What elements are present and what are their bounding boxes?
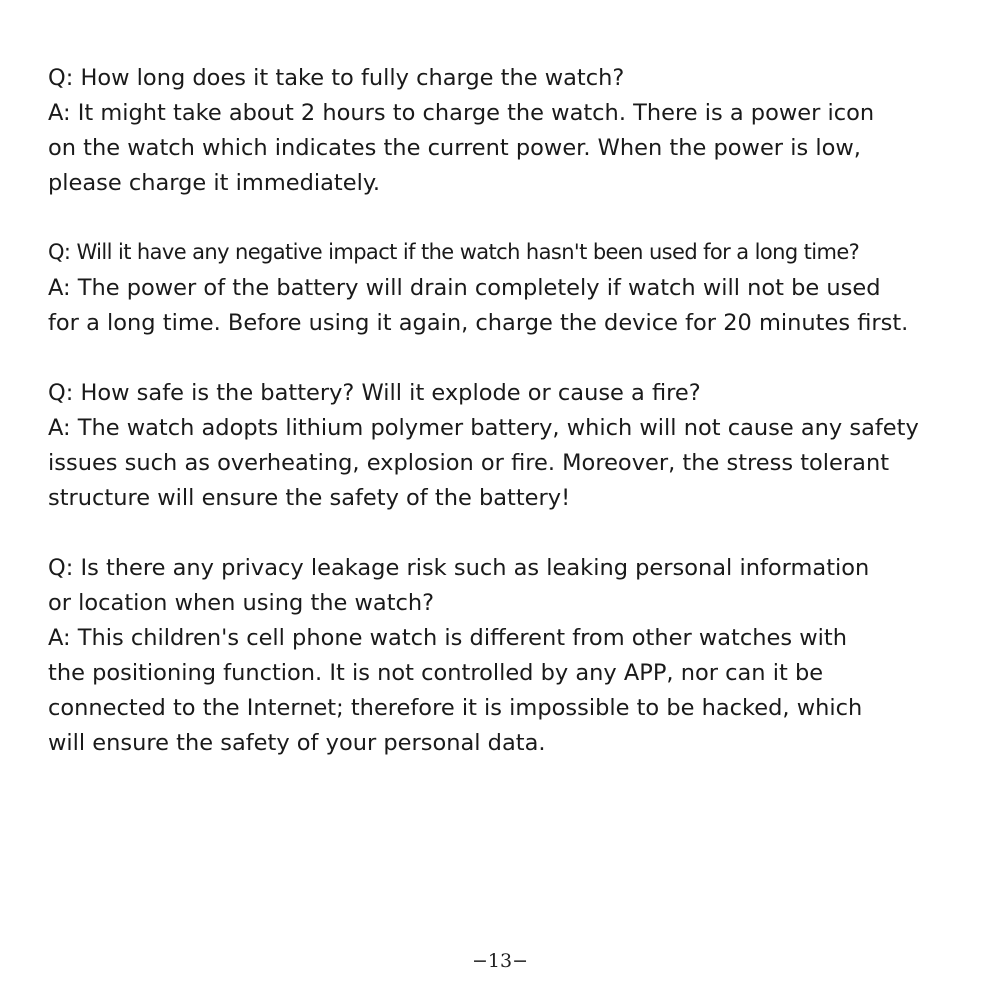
faq-answer-line: A: It might take about 2 hours to charge the watch. There is a power icon <box>48 100 875 126</box>
faq-question: Q: Will it have any negative impact if the watch hasn't been used for a long time? <box>48 240 860 264</box>
faq-answer-line: A: The power of the battery will drain completely if watch will not be used <box>48 275 881 301</box>
faq-answer-line: A: The watch adopts lithium polymer battery, which will not cause any safety <box>48 415 919 441</box>
page-number: −13− <box>471 950 529 972</box>
faq-answer-line: please charge it immediately. <box>48 170 381 196</box>
faq-answer-line: connected to the Internet; therefore it is impossible to be hacked, which <box>48 695 863 721</box>
faq-answer-line: issues such as overheating, explosion or fire. Moreover, the stress tolerant <box>48 450 890 476</box>
faq-answer-line: the positioning function. It is not controlled by any APP, nor can it be <box>48 660 824 686</box>
faq-question: Q: How long does it take to fully charge the watch? <box>48 65 625 91</box>
faq-question: Q: How safe is the battery? Will it explode or cause a fire? <box>48 380 701 406</box>
faq-answer-line: on the watch which indicates the current power. When the power is low, <box>48 135 861 161</box>
faq-answer-line: A: This children's cell phone watch is different from other watches with <box>48 625 847 651</box>
faq-answer-line: for a long time. Before using it again, charge the device for 20 minutes first. <box>48 310 909 336</box>
faq-question: Q: Is there any privacy leakage risk such as leaking personal information <box>48 555 870 581</box>
faq-answer-line: will ensure the safety of your personal data. <box>48 730 546 756</box>
faq-answer-line: structure will ensure the safety of the battery! <box>48 485 571 511</box>
faq-question: or location when using the watch? <box>48 590 435 616</box>
